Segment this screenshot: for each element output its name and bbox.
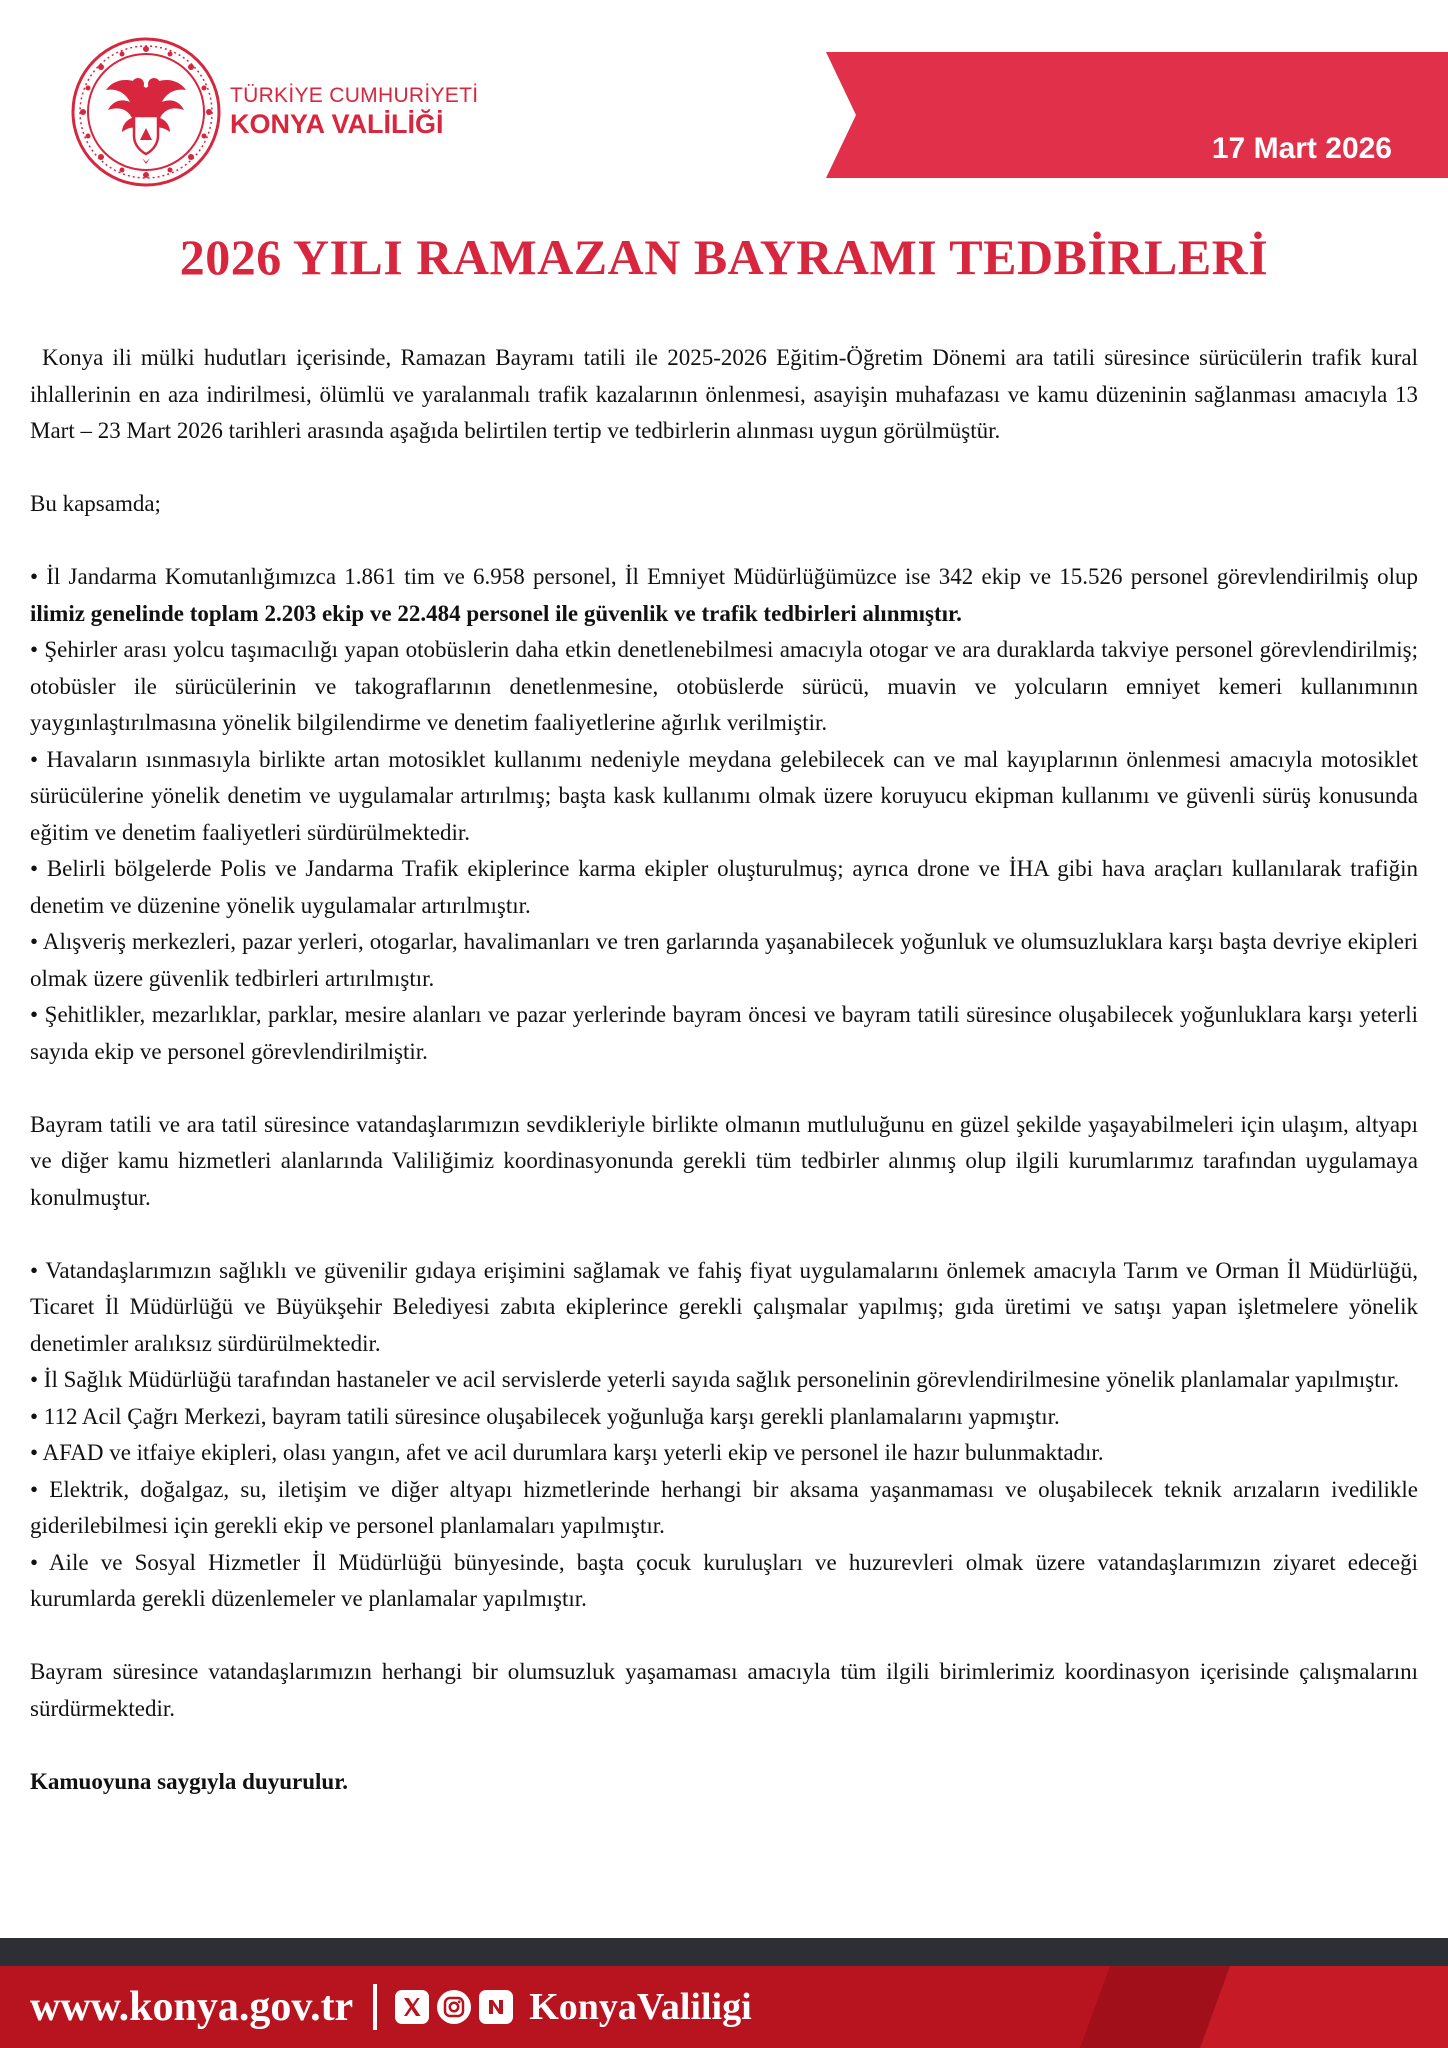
org-line-country: TÜRKİYE CUMHURİYETİ: [230, 84, 479, 107]
security-bullet-6: • Şehitlikler, mezarlıklar, parklar, mesire alanları ve pazar yerlerinde bayram öncesi ve bayram tatili süresince oluşabilecek yoğunluklara karşı yeterli sayıda ekip ve personel görevlendirilmiştir.: [30, 1002, 1418, 1064]
security-bullet-1: • İl Jandarma Komutanlığımızca 1.861 tim ve 6.958 personel, İl Emniyet Müdürlüğümüzce ise 342 ekip ve 15.526 personel görevlendirilmiş olup ilimiz genelinde toplam 2.203 ekip ve 22.484 personel ile güvenlik ve trafik tedbirleri alınmıştır.: [30, 564, 1418, 626]
security-bullet-1-highlight: ilimiz genelinde toplam 2.203 ekip ve 22.484 personel ile güvenlik ve trafik tedbirleri alınmıştır.: [30, 600, 962, 626]
security-bullet-3: • Havaların ısınmasıyla birlikte artan motosiklet kullanımı nedeniyle meydana gelebilecek can ve mal kayıplarının önlenmesi amacıyla motosiklet sürücülerine yönelik denetim ve uygulamalar artırılmış; başta kask kullanımı olmak üzere koruyucu ekipman kullanımı ve güvenli sürüş konusunda eğitim ve denetim faaliyetleri sürdürülmektedir.: [30, 746, 1418, 845]
signoff: Kamuoyuna saygıyla duyurulur.: [30, 1768, 349, 1794]
footer-divider: [373, 1984, 377, 2030]
document-body: [30, 340, 1418, 1800]
security-bullet-4: • Belirli bölgelerde Polis ve Jandarma Trafik ekiplerince karma ekipler oluşturulmuş; ayrıca drone ve İHA gibi hava araçları kullanılarak trafiğin denetim ve düzenine yönelik uygulamalar artırılmıştır.: [30, 856, 1418, 918]
security-bullet-2: • Şehirler arası yolcu taşımacılığı yapan otobüslerin daha etkin denetlenebilmesi amacıyla otogar ve ara duraklarda takviye personel görevlendirilmiş; otobüsler ile sürücülerinin ve takograflarının denetlenmesine, otobüslerde sürücü, muavin ve yolcuların emniyet kemeri kullanımının yaygınlaştırılmasına yönelik bilgilendirme ve denetim faaliyetlerine ağırlık verilmiştir.: [30, 637, 1418, 735]
scope-line: Bu kapsamda;: [30, 491, 161, 516]
instagram-icon[interactable]: [437, 1990, 471, 2024]
service-bullet-6: • Aile ve Sosyal Hizmetler İl Müdürlüğü bünyesinde, başta çocuk kuruluşları ve huzurevleri olmak üzere vatandaşlarımızın ziyaret edeceği kurumlarda gerekli düzenlemeler ve planlamalar yapılmıştır.: [30, 1549, 1418, 1611]
seal-emblem-icon: [70, 36, 222, 188]
footer-stripe: [0, 1938, 1448, 1966]
nsosyal-icon[interactable]: [479, 1990, 513, 2024]
closing-paragraph: Bayram süresince vatandaşlarımızın herhangi bir olumsuzluk yaşamaması amacıyla tüm ilgili birimlerimiz koordinasyon içerisinde çalışmalarını sürdürmektedir.: [30, 1659, 1418, 1721]
service-bullet-3: • 112 Acil Çağrı Merkezi, bayram tatili süresince oluşabilecek yoğunluğa karşı gerekli planlamalarını yapmıştır.: [30, 1403, 1060, 1429]
social-handle[interactable]: KonyaValiligi: [529, 1986, 752, 2028]
security-bullet-5: • Alışveriş merkezleri, pazar yerleri, otogarlar, havalimanları ve tren garlarında yaşanabilecek yoğunluk ve olumsuzluklara karşı başta devriye ekipleri olmak üzere güvenlik tedbirleri artırılmıştır.: [30, 929, 1418, 991]
service-bullet-1: • Vatandaşlarımızın sağlıklı ve güvenilir gıdaya erişimini sağlamak ve fahiş fiyat uygulamalarını önlemek amacıyla Tarım ve Orman İl Müdürlüğü, Ticaret İl Müdürlüğü ve Büyükşehir Belediyesi zabıta ekiplerince gerekli çalışmalar yapılmış; gıda üretimi ve satışı yapan işletmelere yönelik denetimler aralıksız sürdürülmektedir.: [30, 1257, 1418, 1356]
footer-content: [30, 1966, 752, 2048]
service-bullet-4: • AFAD ve itfaiye ekipleri, olası yangın, afet ve acil durumlara karşı yeterli ekip ve personel ile hazır bulunmaktadır.: [30, 1440, 1104, 1465]
org-name: [230, 84, 478, 140]
header-logo: [70, 36, 480, 196]
service-bullet-2: • İl Sağlık Müdürlüğü tarafından hastaneler ve acil servislerde yeterli sayıda sağlık personelinin görevlendirilmesine yönelik planlamalar yapılmıştır.: [30, 1367, 1400, 1392]
intro-paragraph: Konya ili mülki hudutları içerisinde, Ramazan Bayramı tatili ile 2025-2026 Eğitim-Öğretim Dönemi ara tatili süresince sürücülerin trafik kural ihlallerinin en aza indirilmesi, ölümlü ve yaralanmalı trafik kazalarının önlenmesi, asayişin muhafazası ve kamu düzeninin sağlanması amacıyla 13 Mart – 23 Mart 2026 tarihleri arasında aşağıda belirtilen tertip ve tedbirlerin alınması uygun görülmüştür.: [30, 345, 1418, 443]
document-date: 17 Mart 2026: [1211, 132, 1392, 165]
x-icon[interactable]: [395, 1990, 429, 2024]
website-link[interactable]: www.konya.gov.tr: [30, 1984, 354, 2030]
footer: [0, 1966, 1448, 2048]
service-bullet-5: • Elektrik, doğalgaz, su, iletişim ve diğer altyapı hizmetlerinde herhangi bir aksama yaşanmaması ve oluşabilecek teknik arızaların ivedilikle giderilebilmesi için gerekli ekip ve personel planlamaları yapılmıştır.: [30, 1476, 1418, 1538]
page-title: 2026 YILI RAMAZAN BAYRAMI TEDBİRLERİ: [179, 229, 1269, 285]
date-banner: [826, 52, 1448, 178]
holiday-paragraph: Bayram tatili ve ara tatil süresince vatandaşlarımızın sevdikleriyle birlikte olmanın mutluluğunu en güzel şekilde yaşayabilmeleri için ulaşım, altyapı ve diğer kamu hizmetleri alanlarında Valiliğimiz koordinasyonunda gerekli tüm tedbirler alınmış olup ilgili kurumlarımız tarafından uygulamaya konulmuştur.: [30, 1111, 1418, 1210]
org-line-governorship: KONYA VALİLİĞİ: [230, 109, 444, 139]
